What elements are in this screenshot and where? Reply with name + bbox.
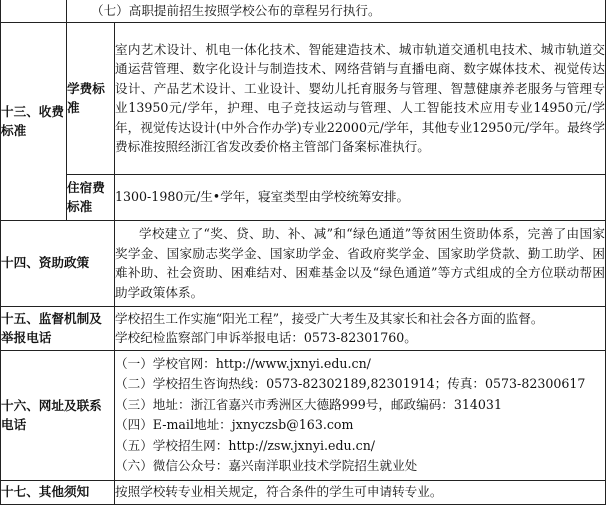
section-title-supervision: 十五、监督机制及举报电话 bbox=[1, 306, 115, 350]
contact-email: （四）E-mail地址：jxnyczsb@163.com bbox=[115, 417, 354, 432]
tuition-label: 学费标准 bbox=[67, 22, 115, 174]
contact-address: （三）地址：浙江省嘉兴市秀洲区大德路999号，邮政编码：314031 bbox=[115, 396, 502, 412]
row-early-admission-note bbox=[1, 0, 606, 22]
supervision-text bbox=[115, 306, 606, 350]
tuition-text: 室内艺术设计、机电一体化技术、智能建造技术、城市轨道交通机电技术、城市轨道交通运营管理、数字化设计与制造技术、网络营销与直播电商、数字媒体技术、视觉传达设计、产品艺术设计、工业设计、婴幼儿托育服务与管理、智慧健康养老服务与管理专业13950元/学年，护理、电子竞技运动与管理、人工智能技术应用专业14950元/学年，视觉传达设计(中外合作办学)专业22000元/学年，其他专业12950元/学年。最终学费标准按照经浙江省发改委价格主管部门备案标准执行。 bbox=[115, 22, 606, 174]
contact-list bbox=[115, 350, 606, 480]
row-lodging bbox=[1, 174, 606, 220]
lodging-label: 住宿费标准 bbox=[67, 174, 115, 220]
lodging-text: 1300-1980元/生•学年，寝室类型由学校统筹安排。 bbox=[115, 174, 606, 220]
section-title-financial-aid: 十四、资助政策 bbox=[1, 220, 115, 306]
contact-website: （一）学校官网：http://www.jxnyi.edu.cn/ bbox=[115, 355, 371, 371]
complaint-phone-line: 学校纪检监察部门申诉举报电话：0573-82301760。 bbox=[115, 330, 417, 345]
contact-wechat: （六）微信公众号：嘉兴南洋职业技术学院招生就业处 bbox=[115, 458, 418, 473]
row-financial-aid bbox=[1, 220, 606, 306]
row-contact bbox=[1, 350, 606, 480]
contact-admissions-site: （五）学校招生网：http://zsw.jxnyi.edu.cn/ bbox=[115, 437, 376, 453]
section-title-fees: 十三、收费标准 bbox=[1, 22, 67, 220]
row-tuition bbox=[1, 22, 606, 174]
supervision-line: 学校招生工作实施“阳光工程”，接受广大考生及其家长和社会各方面的监督。 bbox=[115, 310, 544, 326]
other-notes-text: 按照学校转专业相关规定，符合条件的学生可申请转专业。 bbox=[115, 480, 606, 504]
early-admission-note: （七）高职提前招生按照学校公布的章程另行执行。 bbox=[67, 0, 606, 22]
contact-hotline: （二）学校招生咨询热线：0573-82302189,82301914；传真：0573-82300617 bbox=[115, 376, 586, 391]
financial-aid-text: 学校建立了“奖、贷、助、补、减”和“绿色通道”等贫困生资助体系，完善了由国家奖学金、国家励志奖学金、国家助学金、省政府奖学金、国家助学贷款、勤工助学、困难补助、社会资助、困难结对、困难基金以及“绿色通道”等方式组成的全方位联动帮困助学政策体系。 bbox=[115, 220, 606, 306]
row-other-notes bbox=[1, 480, 606, 504]
section-title-other: 十七、其他须知 bbox=[1, 480, 115, 504]
section-title-contact: 十六、网址及联系电话 bbox=[1, 350, 115, 480]
row-supervision bbox=[1, 306, 606, 350]
